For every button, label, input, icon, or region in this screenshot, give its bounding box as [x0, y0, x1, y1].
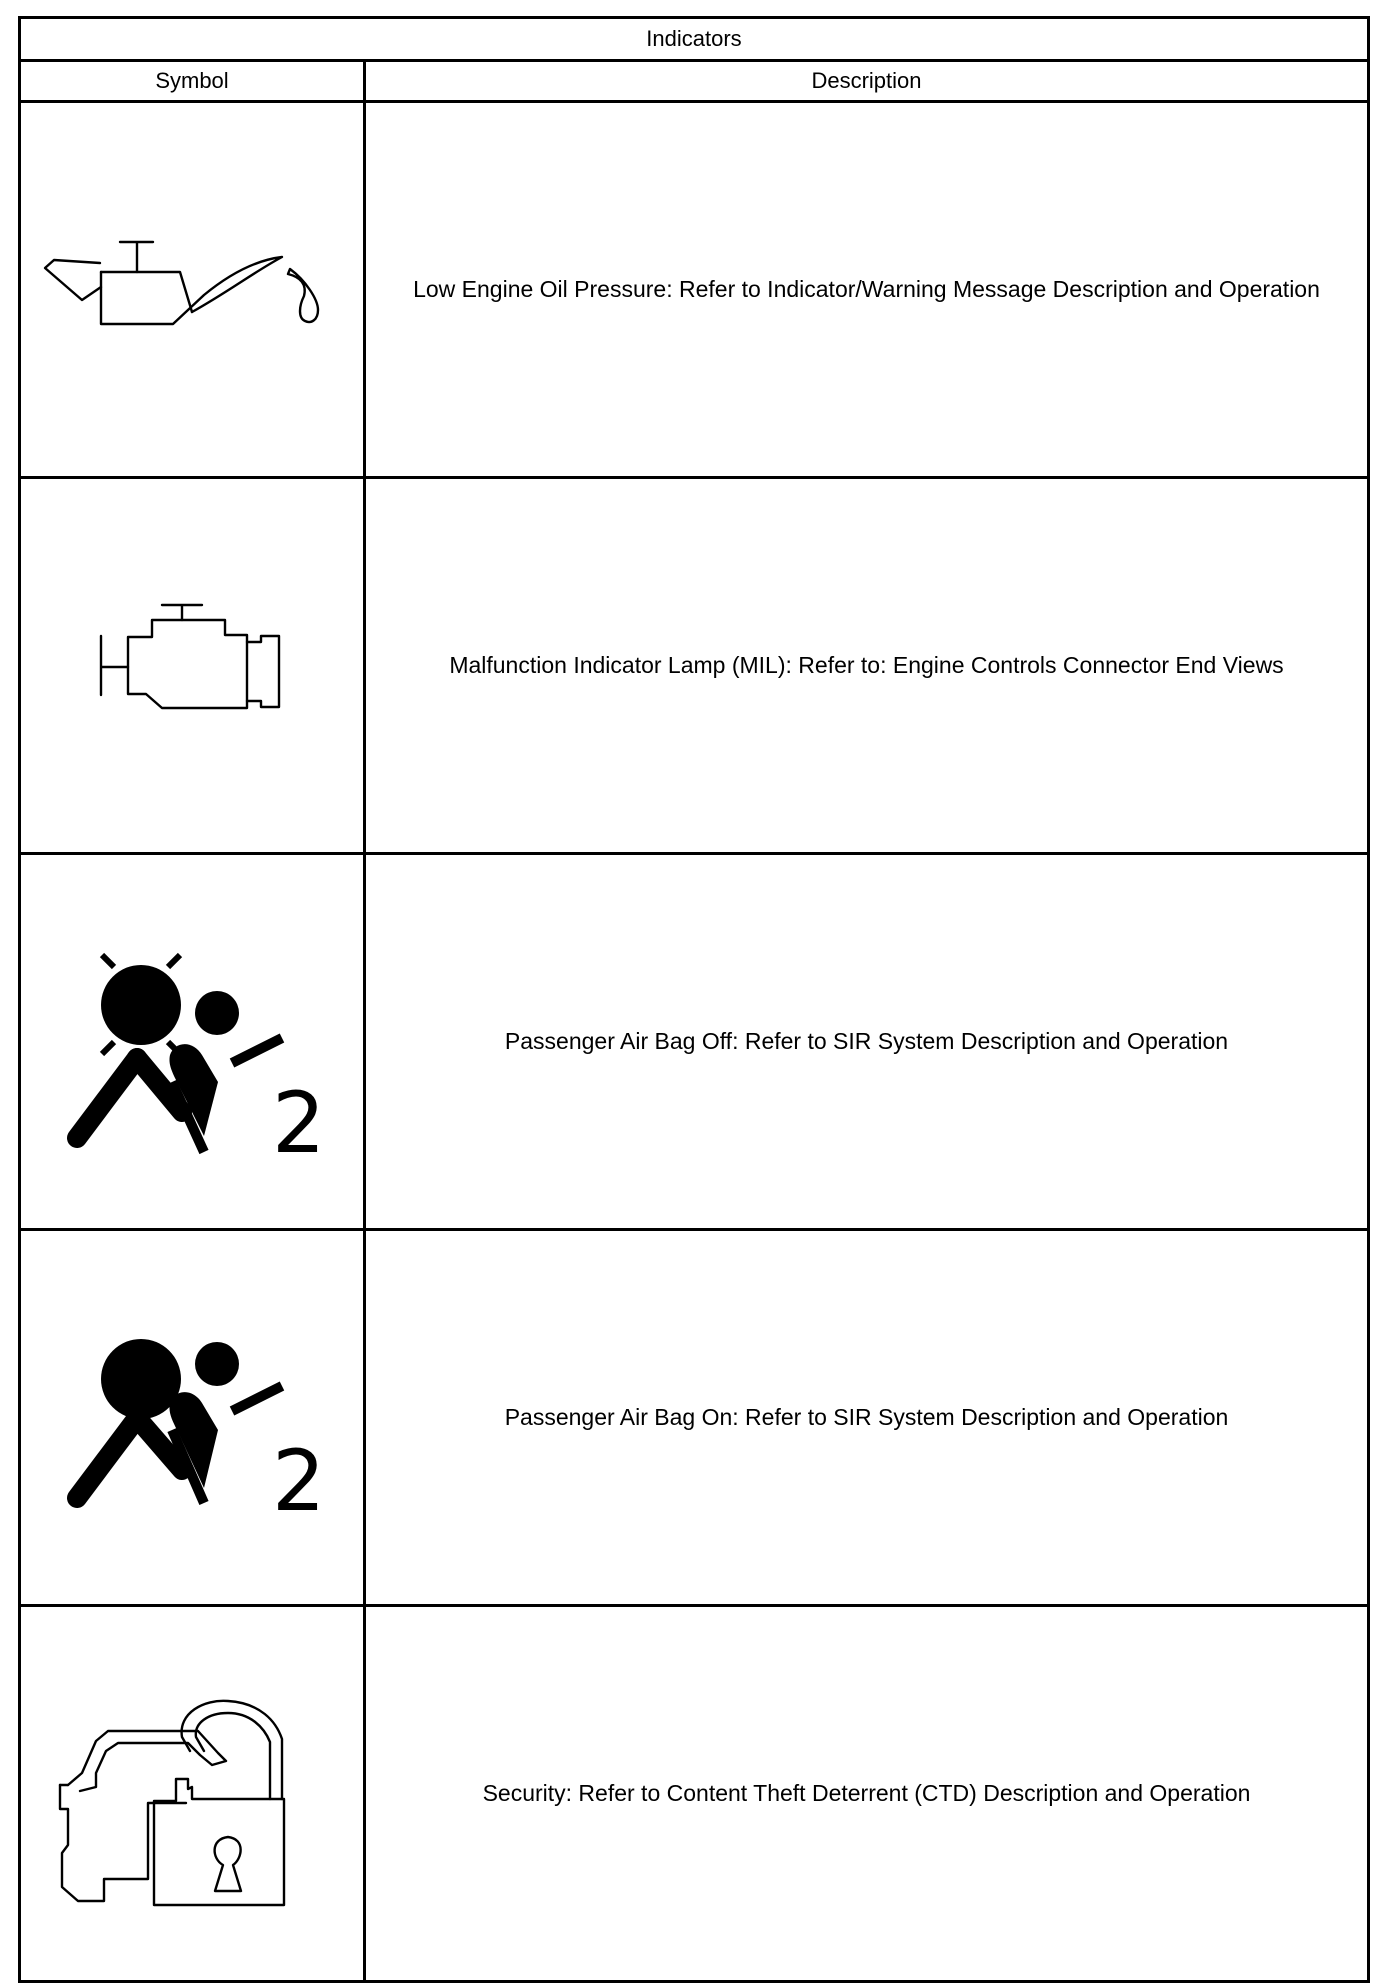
description-column-header: Description	[365, 61, 1369, 102]
table-row	[20, 102, 1369, 478]
symbol-cell	[20, 1606, 365, 1982]
table-row	[20, 1606, 1369, 1982]
description-cell: Security: Refer to Content Theft Deterrent (CTD) Description and Operation	[365, 1606, 1369, 1982]
symbol-cell	[20, 478, 365, 854]
passenger-number: 2	[272, 1431, 326, 1530]
indicators-table	[18, 16, 1370, 1983]
description-cell: Malfunction Indicator Lamp (MIL): Refer to: Engine Controls Connector End Views	[365, 478, 1369, 854]
table-row	[20, 854, 1369, 1230]
passenger-number: 2	[272, 1073, 326, 1162]
oil-can-icon	[42, 220, 342, 360]
security-lock-icon	[42, 1669, 342, 1919]
symbol-column-header: Symbol	[20, 61, 365, 102]
table-row	[20, 1230, 1369, 1606]
description-cell: Passenger Air Bag Off: Refer to SIR System Description and Operation	[365, 854, 1369, 1230]
passenger-airbag-on-icon	[42, 1298, 342, 1538]
engine-icon	[42, 591, 342, 741]
table-row	[20, 478, 1369, 854]
symbol-cell	[20, 1230, 365, 1606]
description-cell: Passenger Air Bag On: Refer to SIR System Description and Operation	[365, 1230, 1369, 1606]
table-title: Indicators	[20, 18, 1369, 61]
description-cell: Low Engine Oil Pressure: Refer to Indicator/Warning Message Description and Operation	[365, 102, 1369, 478]
passenger-airbag-off-icon	[42, 922, 342, 1162]
symbol-cell	[20, 102, 365, 478]
symbol-cell	[20, 854, 365, 1230]
